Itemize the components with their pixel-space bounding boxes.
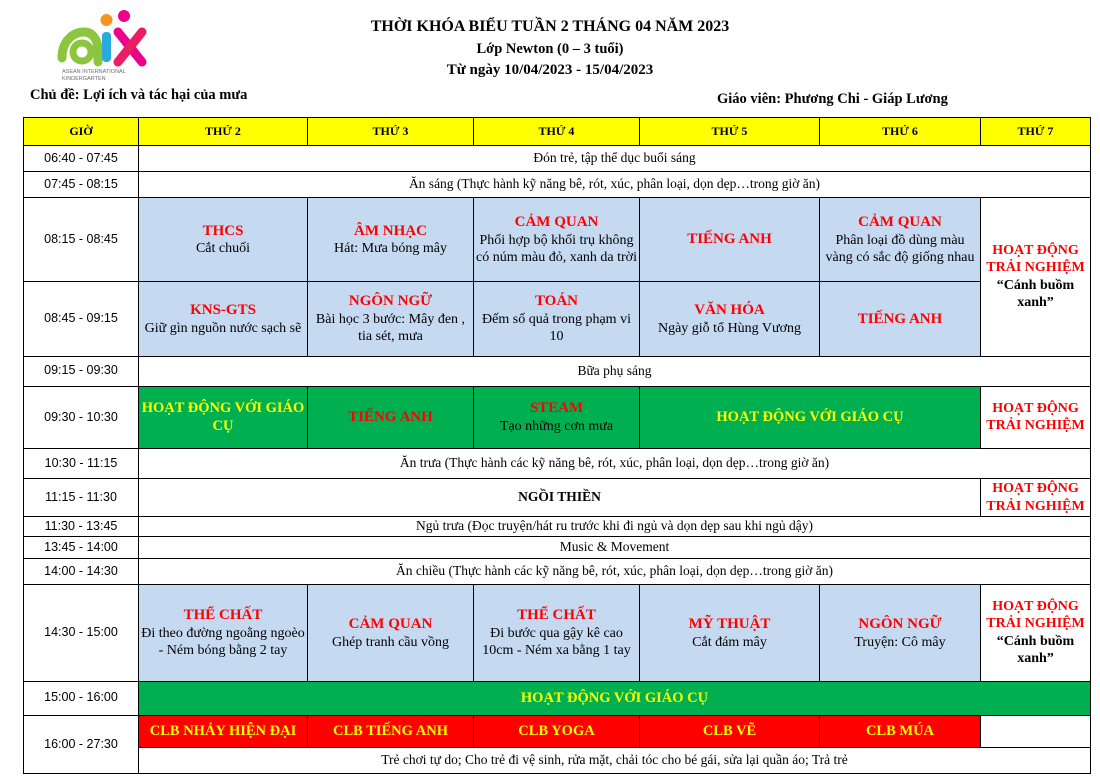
subject-detail: Phân loại đồ dùng màu vàng có sắc độ giống nhau: [825, 232, 975, 266]
subject-detail: Giữ gìn nguồn nước sạch sẽ: [144, 320, 302, 336]
subject-detail: Ghép tranh cầu vồng: [331, 634, 450, 650]
lesson-cell: [474, 198, 640, 282]
time-cell: 06:40 - 07:45: [24, 146, 139, 172]
subject-detail: Tạo những cơn mưa: [499, 419, 614, 434]
subject-name: THỂ CHẤT: [183, 607, 263, 624]
time-cell: 13:45 - 14:00: [24, 537, 139, 559]
activity-cell: [474, 386, 640, 448]
row-1600-clubs: [24, 715, 1091, 747]
time-cell: 14:00 - 14:30: [24, 559, 139, 585]
subject-name: NGÔN NGỮ: [858, 615, 942, 632]
subject-name: STEAM: [529, 400, 584, 417]
time-cell: 09:15 - 09:30: [24, 356, 139, 386]
row-0930: [24, 386, 1091, 448]
subject-name: HOẠT ĐỘNG TRẢI NGHIỆM: [986, 481, 1085, 514]
col-header-tue: THỨ 3: [308, 118, 474, 146]
time-cell: 07:45 - 08:15: [24, 172, 139, 198]
subject-detail: Phối hợp bộ khối trụ không có núm màu đỏ, xanh da trời: [476, 232, 637, 266]
time-cell: 10:30 - 11:15: [24, 448, 139, 478]
subject-detail: Cắt chuối: [195, 241, 251, 257]
lesson-cell: [139, 198, 308, 282]
activity-name: HOẠT ĐỘNG VỚI GIÁO CỤ: [716, 409, 904, 426]
subject-name: HOẠT ĐỘNG TRẢI NGHIỆM: [986, 242, 1085, 276]
saturday-experience-cell: [981, 479, 1091, 517]
time-cell: 14:30 - 15:00: [24, 585, 139, 681]
subject-detail: Đi theo đường ngoằng ngoèo - Ném bóng bằng 2 tay: [141, 625, 305, 659]
lesson-cell: [640, 198, 820, 282]
row-1500: [24, 681, 1091, 715]
club-name: CLB NHẢY HIỆN ĐẠI: [149, 723, 297, 740]
saturday-experience-cell: [981, 198, 1091, 356]
time-cell: 08:45 - 09:15: [24, 282, 139, 356]
common-activity: Ngủ trưa (Đọc truyện/hát ru trước khi đi ngủ và dọn dẹp sau khi ngủ dậy): [139, 517, 1091, 537]
header-row: [24, 118, 1091, 146]
subject-name: THỂ CHẤT: [517, 607, 596, 624]
time-cell: 09:30 - 10:30: [24, 386, 139, 448]
logo-tagline: ASEAN INTERNATIONAL: [62, 69, 126, 75]
common-activity: Trẻ chơi tự do; Cho trẻ đi vệ sinh, rửa mặt, chải tóc cho bé gái, sửa lại quần áo; Trả trẻ: [139, 747, 1091, 773]
common-activity: Ăn trưa (Thực hành các kỹ năng bê, rót, xúc, phân loại, dọn dẹp…trong giờ ăn): [139, 448, 1091, 478]
club-cell: [820, 715, 981, 747]
club-name: CLB MÚA: [865, 723, 935, 740]
subject-detail: Hát: Mưa bóng mây: [334, 241, 447, 257]
lesson-cell: [820, 585, 981, 681]
meditation-activity: NGỒI THIỀN: [139, 479, 981, 517]
col-header-thu: THỨ 5: [640, 118, 820, 146]
subject-name: KNS-GTS: [190, 301, 256, 318]
lesson-cell: [139, 282, 308, 356]
lesson-cell: [820, 198, 981, 282]
club-name: CLB YOGA: [518, 723, 595, 740]
logo-subtitle: KINDERGARTEN: [62, 76, 106, 82]
activity-quote: “Cánh buồm xanh”: [996, 633, 1075, 667]
common-activity: Ăn chiều (Thực hành các kỹ năng bê, rót, xúc, phân loại, dọn dẹp…trong giờ ăn): [139, 559, 1091, 585]
time-cell: 08:15 - 08:45: [24, 198, 139, 282]
activity-quote: “Cánh buồm xanh”: [996, 277, 1075, 311]
subject-name: TIẾNG ANH: [857, 310, 943, 327]
col-header-mon: THỨ 2: [139, 118, 308, 146]
subject-name: CẢM QUAN: [348, 615, 433, 632]
subject-name: THCS: [202, 222, 244, 239]
lesson-cell: [139, 585, 308, 681]
saturday-experience-cell: [981, 386, 1091, 448]
row-1345: [24, 537, 1091, 559]
common-activity: Bữa phụ sáng: [139, 356, 1091, 386]
row-0815: [24, 198, 1091, 282]
lesson-cell: [474, 585, 640, 681]
time-cell: 11:15 - 11:30: [24, 479, 139, 517]
subject-detail: Đếm số quả trong phạm vi 10: [482, 311, 631, 345]
activity-name: HOẠT ĐỘNG VỚI GIÁO CỤ: [520, 689, 709, 706]
subject-name: HOẠT ĐỘNG TRẢI NGHIỆM: [986, 598, 1085, 632]
club-name: CLB VẼ: [702, 723, 757, 740]
class-name: Lớp Newton (0 – 3 tuổi): [476, 41, 624, 57]
col-header-fri: THỨ 6: [820, 118, 981, 146]
row-1030: [24, 448, 1091, 478]
lesson-cell: [640, 585, 820, 681]
club-cell: [474, 715, 640, 747]
activity-cell: [139, 681, 1091, 715]
subject-detail: Bài học 3 bước: Mây đen , tia sét, mưa: [315, 311, 466, 345]
club-cell: [640, 715, 820, 747]
row-0915: [24, 356, 1091, 386]
common-activity: Music & Movement: [139, 537, 1091, 559]
lesson-cell: [308, 282, 474, 356]
col-header-wed: THỨ 4: [474, 118, 640, 146]
topic-label: Chủ đề: Lợi ích và tác hại của mưa: [30, 87, 248, 103]
empty-cell: [981, 715, 1091, 747]
subject-name: CẢM QUAN: [858, 213, 942, 230]
activity-name: HOẠT ĐỘNG VỚI GIÁO CỤ: [141, 399, 305, 435]
subject-detail: Ngày giỗ tổ Hùng Vương: [657, 320, 802, 336]
saturday-experience-cell: [981, 585, 1091, 681]
row-1430: [24, 585, 1091, 681]
lesson-cell: [820, 282, 981, 356]
time-cell: 15:00 - 16:00: [24, 681, 139, 715]
lesson-cell: [640, 282, 820, 356]
club-cell: [139, 715, 308, 747]
subject-name: CẢM QUAN: [514, 213, 599, 230]
row-1600-free: [24, 747, 1091, 773]
common-activity: Ăn sáng (Thực hành kỹ năng bê, rót, xúc, phân loại, dọn dẹp…trong giờ ăn): [139, 172, 1091, 198]
row-1115: [24, 479, 1091, 517]
subject-name: HOẠT ĐỘNG TRẢI NGHIỆM: [986, 400, 1085, 434]
row-1130: [24, 517, 1091, 537]
teacher-label: Giáo viên: Phương Chi - Giáp Lương: [717, 91, 948, 107]
col-header-time: GIỜ: [24, 118, 139, 146]
subject-detail: Đi bước qua gậy kê cao 10cm - Ném xa bằng 1 tay: [482, 625, 631, 659]
subject-name: VĂN HÓA: [694, 301, 765, 318]
lesson-cell: [308, 585, 474, 681]
time-cell: 16:00 - 27:30: [24, 715, 139, 773]
row-1400: [24, 559, 1091, 585]
subject-name: MỸ THUẬT: [688, 615, 771, 632]
subject-name: TIẾNG ANH: [687, 231, 772, 248]
col-header-sat: THỨ 7: [981, 118, 1091, 146]
timetable-title: THỜI KHÓA BIỂU TUẦN 2 THÁNG 04 NĂM 2023: [370, 18, 730, 35]
row-0845: [24, 282, 1091, 356]
club-cell: [308, 715, 474, 747]
common-activity: Đón trẻ, tập thể dục buổi sáng: [139, 146, 1091, 172]
subject-detail: Cắt đám mây: [692, 634, 767, 650]
timetable: [23, 117, 1091, 774]
subject-detail: Truyện: Cô mây: [854, 634, 946, 650]
row-0745: [24, 172, 1091, 198]
subject-name: TIẾNG ANH: [348, 409, 433, 425]
time-cell: 11:30 - 13:45: [24, 517, 139, 537]
activity-cell: [640, 386, 981, 448]
subject-name: TOÁN: [534, 293, 579, 310]
activity-cell: [308, 386, 474, 448]
lesson-cell: [474, 282, 640, 356]
subject-name: ÂM NHẠC: [354, 222, 427, 239]
row-0640: [24, 146, 1091, 172]
subject-name: NGÔN NGỮ: [348, 293, 433, 310]
lesson-cell: [308, 198, 474, 282]
date-range: Từ ngày 10/04/2023 - 15/04/2023: [446, 62, 654, 78]
club-name: CLB TIẾNG ANH: [333, 723, 448, 740]
activity-cell: [139, 386, 308, 448]
